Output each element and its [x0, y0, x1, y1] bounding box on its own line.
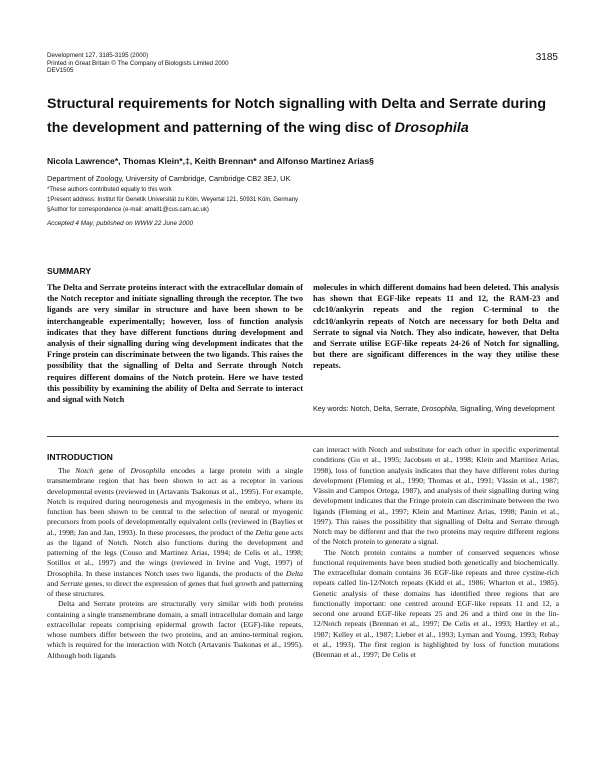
accepted-date: Accepted 4 May; published on WWW 22 June 2000 [47, 220, 193, 227]
intro-column-right [313, 445, 559, 660]
intro-paragraph-3: can interact with Notch and substitute for each other in specific experimental conditions (Gu et al., 1995; Jacobsen et al., 1998; Klein and Martinez Arias, 1998), loss of function analysis indicates that they have different roles during development (Fleming et al., 1990; Thomas et al., 1991; Vässin et al., 1987; Vässin and Campos Ortega, 1987), and analysis of their signalling during wing development indicates that the Fringe protein can discriminate between the two ligands (Fleming et al., 1997; Klein and Martinez Arias, 1998; Panin et al., 1997). This raises the possibility that signalling of Delta and Serrate through Notch may be different and that the two proteins may require different regions of the Notch protein to generate a signal. [313, 445, 559, 547]
title-main: Structural requirements for Notch signalling with Delta and Serrate during the development and patterning of the wing disc of [47, 96, 547, 136]
introduction-heading: INTRODUCTION [47, 452, 113, 462]
journal-line-1: Development 127, 3185-3195 (2000) [47, 52, 149, 59]
author-list: Nicola Lawrence*, Thomas Klein*,‡, Keith Brennan* and Alfonso Martinez Arias§ [47, 156, 374, 166]
keywords-italic: Drosophila [421, 404, 457, 413]
note-equal-contribution: *These authors contributed equally to this work [47, 187, 172, 193]
author-notes [47, 185, 298, 215]
keywords [313, 404, 559, 414]
paper-title [47, 92, 567, 140]
journal-line-3: DEV1505 [47, 67, 74, 75]
intro-paragraph-2: Delta and Serrate proteins are structurally very similar with both proteins containing a single transmembrane domain, a small intracellular domain and large extracellular repeats comprising epidermal growth factor (EGF)-like repeats, whose numbers differ between the two proteins, and an amino-terminal region, which is required for the interaction with Notch (Artavanis Tsakonas et al., 1995). Although both ligands [47, 599, 303, 660]
note-present-address: ‡Present address: Institut für Genetik Universität zu Köln, Weyertal 121, 50931 Köln, Germany [47, 197, 299, 203]
summary-text-left: The Delta and Serrate proteins interact with the extracellular domain of the Notch receptor and initiate signalling through the receptor. The two ligands are very similar in structure and have been shown to be interchangeable experimentally; however, loss of function analysis indicates that they have different functions during development and analysis of their signalling during wing development indicates that the Fringe protein can discriminate between the two ligands. This raises the possibility that the signalling of Delta and Serrate through Notch requires different domains of the Notch protein. Here we have tested this possibility by examining the ability of Delta and Serrate to interact and signal with Notch [47, 283, 303, 405]
keywords-suffix: , Signalling, Wing development [456, 404, 555, 413]
intro-paragraph-1: The Notch gene of Drosophila encodes a large protein with a single transmembrane region that has been shown to act as a receptor in various developmental events (reviewed in (Artavanis Tsakonas et al., 1995). For example, Notch is required during neurogenesis and myogenesis in the embryo, where its function has been shown to be central to the selection of neural or myogenic precursors from pools of developmentally equivalent cells (reviewed in (Baylies et al., 1998; Jan and Jan, 1993). In these processes, the product of the Delta gene acts as the ligand of Notch. Notch also functions during the development and patterning of the legs (Couso and Martinez Arias, 1994; de Celis et al., 1998; Sotillos et al., 1997) and the wings (reviewed in Irvine and Vogt, 1997) of Drosophila. In these instances Notch uses two ligands, the products of the Delta and Serrate genes, to direct the expression of genes that fuel growth and patterning of these structures. [47, 466, 303, 598]
section-divider [47, 436, 559, 437]
title-italic: Drosophila [394, 120, 469, 136]
keywords-prefix: Key words: Notch, Delta, Serrate, [313, 404, 422, 413]
intro-column-left [47, 466, 303, 661]
summary-text-right: molecules in which different domains had been deleted. This analysis has shown that EGF-like repeats 11 and 12, the RAM-23 and cdc10/ankyrin repeats and the region C-terminal to the cdc10/ankyrin repeats of Notch are necessary for both Delta and Serrate to signal via Notch. They also indicate, however, that Delta and Serrate utilise EGF-like repeats 24-26 of Notch for signalling, but there are significant differences in the way they utilise these repeats. [313, 283, 559, 371]
affiliation: Department of Zoology, University of Cambridge, Cambridge CB2 3EJ, UK [47, 174, 291, 183]
note-correspondence: §Author for correspondence (e-mail: amall1@cus.cam.ac.uk) [47, 207, 209, 213]
intro-paragraph-4: The Notch protein contains a number of conserved sequences whose functional requirements have been studied both genetically and biochemically. The extracellular domain contains 36 EGF-like repeats and three cystine-rich repeats called lin-12/Notch repeats (Kidd et al., 1986; Wharton et al., 1985). Genetic analysis of these domains has identified three regions that are functionally important: one centred around EGF-like repeats 11 and 12, a second one around EGF-like repeats 25 and 26 and a third one in the lin-12/Notch repeats (Brennan et al., 1997; De Celis et al., 1993; Hartley et al., 1987; Kelley et al., 1987; Lieber et al., 1993; Lyman and Young, 1993; Rebay et al., 1993). The first region is highlighted by loss of function mutations (Brennan et al., 1997; De Celis et [313, 547, 559, 659]
page-number: 3185 [535, 52, 558, 63]
journal-info [47, 52, 229, 75]
journal-line-2: Printed in Great Britain © The Company of Biologists Limited 2000 [47, 59, 229, 67]
summary-heading: SUMMARY [47, 266, 92, 276]
